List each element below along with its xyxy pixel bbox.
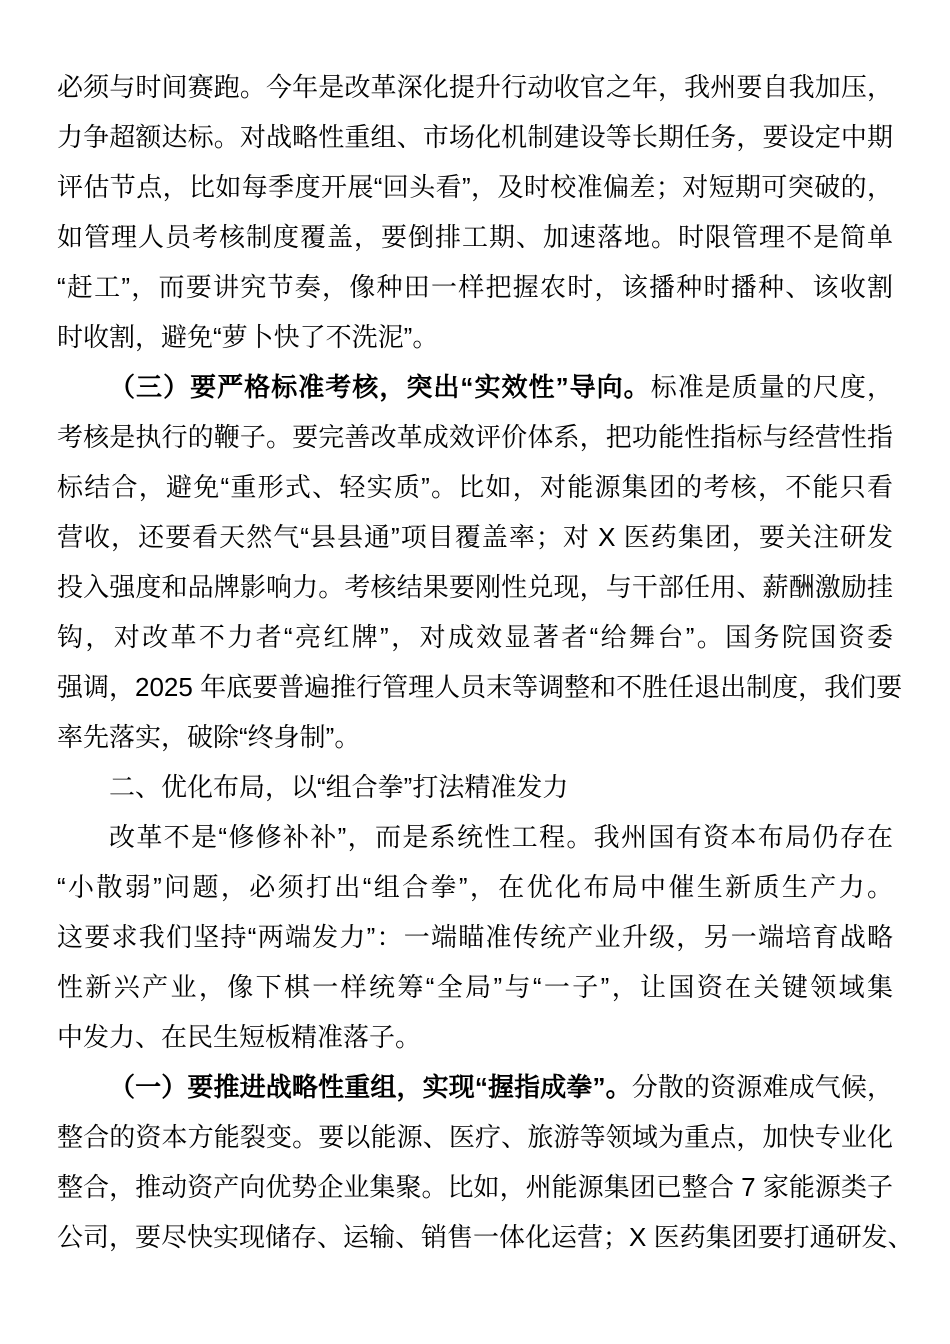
para-section-2-intro <box>57 812 893 1062</box>
body-text: 必须与时间赛跑。今年是改革深化提升行动收官之年，我州要自我加压， <box>57 72 893 102</box>
text-line <box>57 412 893 462</box>
text-line <box>57 162 893 212</box>
section-heading-line <box>57 762 893 812</box>
para-item-3-strict-assessment <box>57 362 903 762</box>
body-text: 标准是质量的尺度， <box>650 372 893 402</box>
body-text: 改革不是“修修补补”，而是系统性工程。我州国有资本布局仍存在 <box>109 822 893 852</box>
text-line <box>57 1012 893 1062</box>
text-line <box>57 1212 914 1262</box>
body-text: 二、优化布局，以“组合拳”打法精准发力 <box>109 772 569 802</box>
body-text: 时收割，避免“萝卜快了不洗泥”。 <box>57 322 439 352</box>
text-line <box>57 1162 893 1212</box>
text-line <box>57 562 893 612</box>
body-text: “赶工”，而要讲究节奏，像种田一样把握农时，该播种时播种、该收割 <box>57 272 893 302</box>
text-line <box>57 262 893 312</box>
body-text: 考核是执行的鞭子。要完善改革成效评价体系，把功能性指标与经营性指 <box>57 422 893 452</box>
body-text: 如管理人员考核制度覆盖，要倒排工期、加速落地。时限管理不是简单 <box>57 222 893 252</box>
text-line <box>57 812 893 862</box>
body-text: 力争超额达标。对战略性重组、市场化机制建设等长期任务，要设定中期 <box>57 122 893 152</box>
body-text: 中发力、在民生短板精准落子。 <box>57 1022 422 1052</box>
text-line <box>57 862 893 912</box>
body-text: 评估节点，比如每季度开展“回头看”，及时校准偏差；对短期可突破的， <box>57 172 893 202</box>
para-continuation-deadline-management <box>57 62 893 362</box>
body-text: 标结合，避免“重形式、轻实质”。比如，对能源集团的考核，不能只看 <box>57 472 893 502</box>
body-text: “小散弱”问题，必须打出“组合拳”，在优化布局中催生新质生产力。 <box>57 872 893 902</box>
body-text: 分散的资源难成气候， <box>631 1072 893 1102</box>
text-line <box>57 712 893 762</box>
text-line <box>57 462 893 512</box>
text-line <box>57 312 893 362</box>
body-text: 强调，2025 年底要普遍推行管理人员末等调整和不胜任退出制度，我们要 <box>57 672 903 702</box>
body-text: 公司，要尽快实现储存、运输、销售一体化运营；X 医药集团要打通研发、 <box>57 1222 914 1252</box>
text-line <box>57 612 893 662</box>
text-line <box>57 112 893 162</box>
body-text: 整合的资本方能裂变。要以能源、医疗、旅游等领域为重点，加快专业化 <box>57 1122 893 1152</box>
bold-lead-text: （一）要推进战略性重组，实现“握指成拳”。 <box>109 1072 632 1102</box>
bold-lead-text: （三）要严格标准考核，突出“实效性”导向。 <box>109 372 651 402</box>
text-line <box>57 912 893 962</box>
text-line <box>57 662 903 712</box>
body-text: 钩，对改革不力者“亮红牌”，对成效显著者“给舞台”。国务院国资委 <box>57 622 893 652</box>
body-text: 投入强度和品牌影响力。考核结果要刚性兑现，与干部任用、薪酬激励挂 <box>57 572 893 602</box>
body-text: 整合，推动资产向优势企业集聚。比如，州能源集团已整合 7 家能源类子 <box>57 1172 893 1202</box>
text-line <box>57 62 893 112</box>
text-line <box>57 362 893 412</box>
text-line <box>57 962 893 1012</box>
text-line <box>57 512 893 562</box>
text-line <box>57 1112 893 1162</box>
para-item-1-strategic-restructuring <box>57 1062 914 1262</box>
document-body <box>57 62 914 1262</box>
heading-section-2-optimize-layout <box>57 762 893 812</box>
body-text: 营收，还要看天然气“县县通”项目覆盖率；对 X 医药集团，要关注研发 <box>57 522 893 552</box>
body-text: 性新兴产业，像下棋一样统筹“全局”与“一子”，让国资在关键领域集 <box>57 972 893 1002</box>
body-text: 这要求我们坚持“两端发力”：一端瞄准传统产业升级，另一端培育战略 <box>57 922 893 952</box>
text-line <box>57 1062 893 1112</box>
text-line <box>57 212 893 262</box>
body-text: 率先落实，破除“终身制”。 <box>57 722 361 752</box>
